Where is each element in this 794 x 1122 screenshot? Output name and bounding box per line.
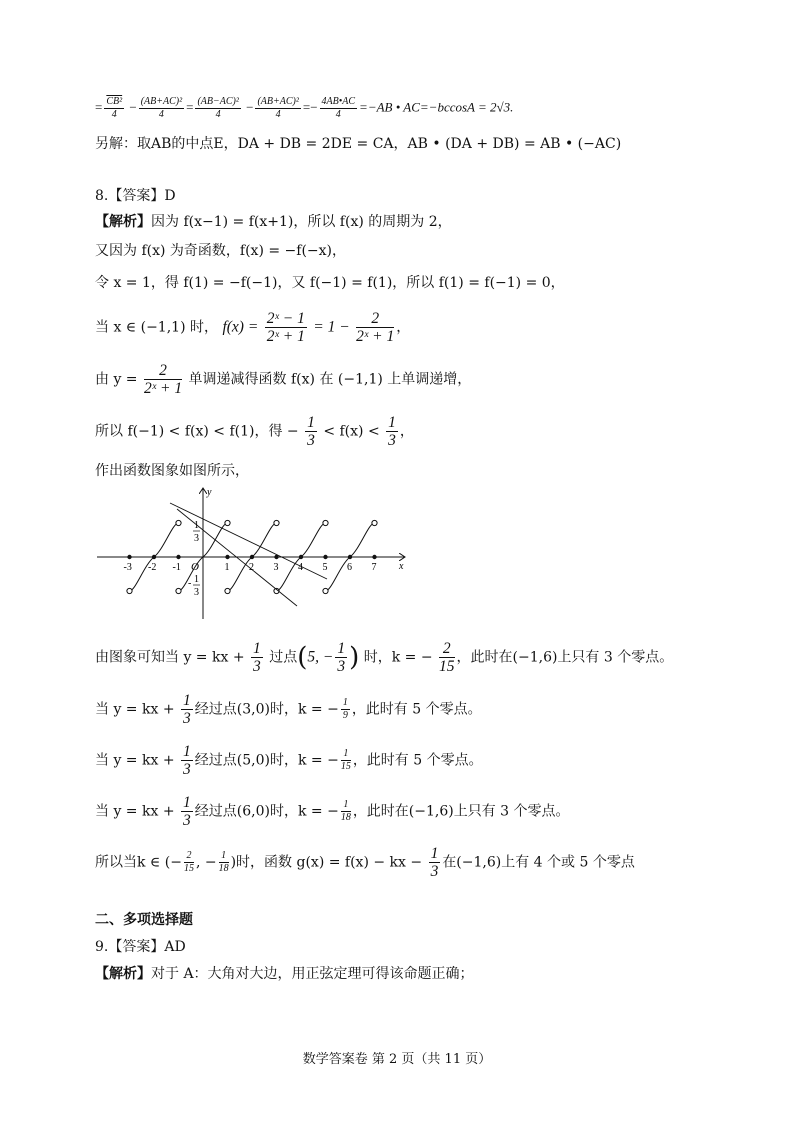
- fraction: $\frac{1}{3}$: [183, 794, 191, 829]
- fraction: $\frac{1}{9}$: [342, 697, 348, 721]
- open-endpoint: [372, 520, 377, 525]
- alternative-solution-line: 另解：取AB的中点E，DA + DB = 2DE = CA，AB • (DA + DB) = AB • (−AC): [95, 136, 622, 152]
- fraction: $\frac{1}{3}$: [183, 692, 191, 727]
- fraction: $\frac{\text{CB²}}{4}$: [106, 96, 123, 120]
- zero-point: [348, 555, 352, 559]
- x-tick-label: -3: [123, 562, 132, 573]
- zero-point: [250, 555, 254, 559]
- zero-point: [127, 555, 131, 559]
- fraction: $\frac{2}{\text{2ˣ + 1}}$: [356, 310, 395, 345]
- y-bot-sign: -: [188, 578, 192, 589]
- x-axis-label: x: [399, 561, 404, 572]
- q8-analysis-line-12: 所以当k ∈ (− $\frac{2}{15}$ , − $\frac{1}{18}$ )时，函数 g(x) = f(x) − kx − $\frac{1}{3}$ 在(−1,6)上有 4 个或 5 个零点: [95, 845, 635, 880]
- y-labels: [188, 520, 200, 598]
- fraction: $\frac{4AB•AC}{4}$: [321, 96, 356, 120]
- fraction: $\frac{1}{18}$: [340, 799, 351, 823]
- fraction: $\frac{1}{3}$: [253, 640, 261, 675]
- open-endpoint: [176, 588, 181, 593]
- fraction: $\frac{\text{(AB+AC)²}}{4}$: [257, 96, 299, 120]
- q8-analysis-line-7: 作出函数图象如图所示，: [95, 463, 249, 479]
- y-axis-label: y: [207, 487, 212, 498]
- y-top-num: 1: [194, 520, 199, 531]
- fraction: $\frac{2}{15}$: [183, 850, 194, 874]
- zero-point: [323, 555, 327, 559]
- function-graph: [95, 483, 415, 623]
- x-tick-label: 7: [371, 562, 377, 573]
- section-heading: 二、多项选择题: [95, 912, 193, 928]
- fraction: $\frac{2}{\text{2ˣ + 1}}$: [144, 362, 183, 397]
- x-tick-label: 3: [273, 562, 279, 573]
- fraction: $\frac{\text{(AB−AC)²}}{4}$: [197, 96, 239, 120]
- zero-point: [225, 555, 229, 559]
- q8-analysis-line-5: 由 y = $\frac{2}{\text{2ˣ + 1}}$ 单调递减得函数 f(x) 在 (−1,1) 上单调递增，: [95, 362, 472, 397]
- x-tick-label: 1: [224, 562, 230, 573]
- open-endpoint: [274, 520, 279, 525]
- open-endpoint: [225, 520, 230, 525]
- zero-point: [176, 555, 180, 559]
- fraction: $\frac{2}{15}$: [439, 640, 455, 675]
- x-tick-label: 5: [322, 562, 328, 573]
- fraction: $\frac{\text{2ˣ − 1}}{\text{2ˣ + 1}}$: [266, 310, 305, 345]
- zero-point: [299, 555, 303, 559]
- open-endpoint: [225, 588, 230, 593]
- y-bot-num: 1: [194, 574, 199, 585]
- open-endpoint: [323, 588, 328, 593]
- x-tick-label: 6: [347, 562, 352, 573]
- q9-answer-line: 9.【答案】AD: [95, 939, 186, 955]
- open-endpoint: [323, 520, 328, 525]
- q9-answer: AD: [164, 939, 186, 955]
- open-endpoint: [176, 520, 181, 525]
- q8-analysis-line-3: 令 x = 1，得 f(1) = −f(−1)，又 f(−1) = f(1)，所以 f(1) = f(−1) = 0，: [95, 275, 565, 291]
- fraction: $\frac{1}{3}$: [430, 845, 439, 880]
- y-top-den: 3: [194, 533, 199, 544]
- fraction: $\frac{1}{15}$: [340, 748, 351, 772]
- fraction: $\frac{1}{18}$: [218, 850, 229, 874]
- q8-analysis-line-8: 由图象可知当 y = kx + $\frac{1}{3}$ 过点(5, − $\frac{1}{3}$ ) 时，k = − $\frac{2}{15}$ ，此时在(−1,6)上只有 3 个零点。: [95, 640, 674, 675]
- q8-analysis-line-9: 当 y = kx + $\frac{1}{3}$ 经过点(3,0)时，k = − $\frac{1}{9}$ ，此时有 5 个零点。: [95, 692, 482, 727]
- q8-analysis-line-2: 又因为 f(x) 为奇函数，f(x) = −f(−x)，: [95, 243, 346, 259]
- fraction: $\frac{1}{3}$: [307, 414, 315, 449]
- x-tick-label: -2: [148, 562, 157, 573]
- ticks: [124, 555, 377, 573]
- x-tick-label: 2: [249, 562, 254, 573]
- q8-analysis-line-6: 所以 f(−1) < f(x) < f(1)，得 − $\frac{1}{3}$ < f(x) < $\frac{1}{3}$ ，: [95, 414, 414, 449]
- q8-analysis-line-1: 【解析】因为 f(x−1) = f(x+1)，所以 f(x) 的周期为 2，: [95, 214, 452, 230]
- q8-analysis-line-4: 当 x ∈ (−1,1) 时， f(x) = $\frac{\text{2ˣ − 1}}{\text{2ˣ + 1}}$ = 1 − $\frac{2}{\text{2ˣ + 1}}$ ，: [95, 310, 411, 345]
- q8-answer: D: [164, 188, 176, 204]
- q8-analysis-line-11: 当 y = kx + $\frac{1}{3}$ 经过点(6,0)时，k = − $\frac{1}{18}$ ，此时在(−1,6)上只有 3 个零点。: [95, 794, 570, 829]
- y-bot-den: 3: [194, 587, 199, 598]
- zero-point: [152, 555, 156, 559]
- zero-point: [372, 555, 376, 559]
- x-tick-label: -1: [172, 562, 181, 573]
- fraction: $\frac{\text{(AB+AC)²}}{4}$: [140, 96, 183, 120]
- open-endpoint: [127, 588, 132, 593]
- fraction: $\frac{1}{3}$: [388, 414, 396, 449]
- origin-label: O: [191, 561, 199, 573]
- q9-analysis-line: 【解析】对于 A：大角对大边，用正弦定理可得该命题正确；: [95, 966, 474, 982]
- q8-analysis-line-10: 当 y = kx + $\frac{1}{3}$ 经过点(5,0)时，k = − $\frac{1}{15}$ ，此时有 5 个零点。: [95, 743, 483, 778]
- page-footer: 数学答案卷 第 2 页（共 11 页）: [302, 1052, 492, 1067]
- fraction: $\frac{1}{3}$: [183, 743, 191, 778]
- vector-derivation-line: = $\frac{\text{CB²}}{4}$ − $\frac{\text{(AB+AC)²}}{4}$ = $\frac{\text{(AB−AC)²}}{4}$ − $\frac{\text{(AB+AC)²}}{4}$ =− $\frac{4AB•AC}{4}$ =−AB • AC=−bccosA = 2√3.: [95, 96, 514, 120]
- fraction: $\frac{1}{3}$: [337, 640, 346, 675]
- x-tick-label: 4: [298, 562, 303, 573]
- q8-answer-line: 8.【答案】D: [95, 188, 176, 204]
- zero-point: [274, 555, 278, 559]
